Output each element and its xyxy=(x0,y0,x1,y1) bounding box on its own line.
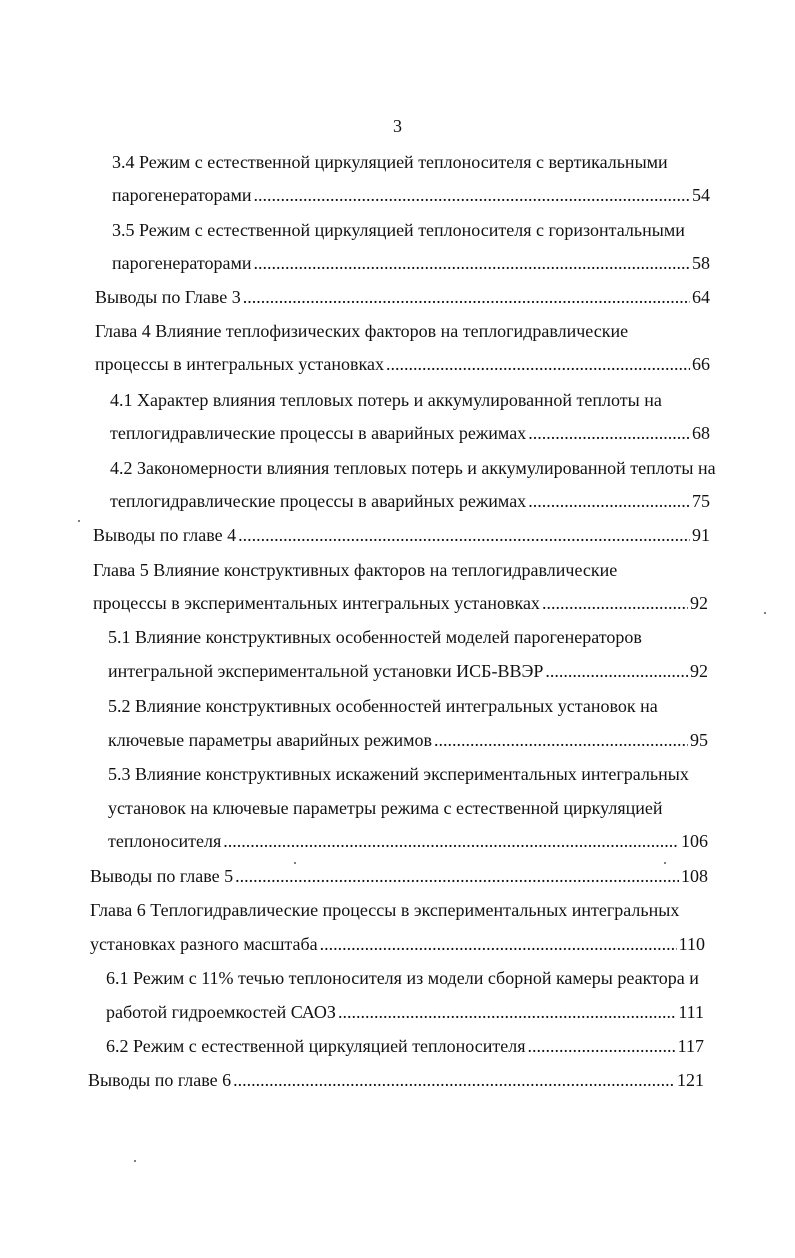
toc-entry-text: теплогидравлические процессы в аварийных режимах xyxy=(110,491,527,511)
toc-entry-chapter-4-line2 xyxy=(95,352,710,376)
dot-leader xyxy=(545,659,688,683)
dot-leader xyxy=(235,864,679,888)
toc-entry-conclusions-5 xyxy=(90,864,708,888)
toc-entry-text: работой гидроемкостей САОЗ xyxy=(106,1002,336,1022)
toc-entry-text: Выводы по Главе 3 xyxy=(95,287,241,307)
toc-entry-5-3-line3 xyxy=(108,829,708,853)
toc-entry-4-2-line1: 4.2 Закономерности влияния тепловых потерь и аккумулированной теплоты на xyxy=(110,458,716,478)
toc-page-number: 106 xyxy=(681,831,708,851)
toc-entry-3-4-line1: 3.4 Режим с естественной циркуляцией теплоносителя с вертикальными xyxy=(112,152,668,172)
toc-page-number: 111 xyxy=(678,1002,704,1022)
toc-entry-6-1-line2 xyxy=(106,1000,704,1024)
toc-page-number: 110 xyxy=(678,934,705,954)
toc-page-number: 108 xyxy=(681,866,708,886)
dot-leader xyxy=(238,523,690,547)
dot-leader xyxy=(528,421,690,445)
scan-speck xyxy=(294,862,296,864)
toc-entry-conclusions-4 xyxy=(93,523,710,547)
dot-leader xyxy=(320,932,677,956)
dot-leader xyxy=(386,352,690,376)
toc-entry-3-5-line2 xyxy=(112,251,710,275)
toc-entry-text: интегральной экспериментальной установки ИСБ-ВВЭР xyxy=(108,661,544,681)
scan-speck xyxy=(764,612,766,614)
toc-entry-text: процессы в интегральных установках xyxy=(95,354,385,374)
toc-page-number: 92 xyxy=(690,593,708,613)
toc-page-number: 68 xyxy=(692,423,710,443)
dot-leader xyxy=(223,829,679,853)
dot-leader xyxy=(434,728,688,752)
dot-leader xyxy=(542,591,688,615)
scan-speck xyxy=(78,520,80,522)
toc-entry-chapter-6-line1: Глава 6 Теплогидравлические процессы в экспериментальных интегральных xyxy=(90,900,680,920)
toc-entry-text: Выводы по главе 6 xyxy=(88,1070,232,1090)
scan-speck xyxy=(134,1160,136,1162)
toc-entry-chapter-5-line2 xyxy=(93,591,708,615)
toc-entry-3-5-line1: 3.5 Режим с естественной циркуляцией теплоносителя с горизонтальными xyxy=(112,220,685,240)
toc-entry-4-1-line2 xyxy=(110,421,710,445)
toc-entry-text: Выводы по главе 5 xyxy=(90,866,234,886)
scan-speck xyxy=(664,862,666,864)
toc-entry-text: теплоносителя xyxy=(108,831,222,851)
toc-page-number: 117 xyxy=(677,1036,704,1056)
toc-entry-5-3-line1: 5.3 Влияние конструктивных искажений экспериментальных интегральных xyxy=(108,764,689,784)
toc-entry-text: процессы в экспериментальных интегральных установках xyxy=(93,593,540,613)
dot-leader xyxy=(338,1000,676,1024)
toc-page-number: 64 xyxy=(692,287,710,307)
toc-entry-5-2-line2 xyxy=(108,728,708,752)
toc-entry-4-2-line2 xyxy=(110,489,710,513)
page-number: 3 xyxy=(393,116,402,136)
toc-page-number: 95 xyxy=(690,730,708,750)
toc-entry-4-1-line1: 4.1 Характер влияния тепловых потерь и аккумулированной теплоты на xyxy=(110,390,662,410)
dot-leader xyxy=(254,183,690,207)
toc-entry-chapter-5-line1: Глава 5 Влияние конструктивных факторов на теплогидравлические xyxy=(93,560,618,580)
toc-entry-chapter-6-line2 xyxy=(90,932,705,956)
toc-entry-5-3-line2: установок на ключевые параметры режима с естественной циркуляцией xyxy=(108,798,663,818)
toc-entry-conclusions-6 xyxy=(88,1068,704,1092)
toc-entry-text: парогенераторами xyxy=(112,185,252,205)
toc-entry-5-2-line1: 5.2 Влияние конструктивных особенностей интегральных установок на xyxy=(108,696,658,716)
toc-entry-5-1-line1: 5.1 Влияние конструктивных особенностей моделей парогенераторов xyxy=(108,627,642,647)
toc-entry-chapter-4-line1: Глава 4 Влияние теплофизических факторов на теплогидравлические xyxy=(95,321,629,341)
toc-entry-text: парогенераторами xyxy=(112,253,252,273)
toc-entry-text: 6.2 Режим с естественной циркуляцией теплоносителя xyxy=(106,1036,526,1056)
dot-leader xyxy=(527,1034,675,1058)
toc-entry-6-2 xyxy=(106,1034,704,1058)
dot-leader xyxy=(233,1068,675,1092)
toc-page-number: 75 xyxy=(692,491,710,511)
toc-entry-text: ключевые параметры аварийных режимов xyxy=(108,730,432,750)
toc-entry-5-1-line2 xyxy=(108,659,708,683)
toc-page-number: 121 xyxy=(677,1070,704,1090)
toc-page-number: 54 xyxy=(692,185,710,205)
toc-entry-text: установках разного масштаба xyxy=(90,934,318,954)
dot-leader xyxy=(528,489,690,513)
toc-entry-6-1-line1: 6.1 Режим с 11% течью теплоносителя из модели сборной камеры реактора и xyxy=(106,968,699,988)
toc-entry-3-4-line2 xyxy=(112,183,710,207)
dot-leader xyxy=(254,251,690,275)
toc-page-number: 66 xyxy=(692,354,710,374)
toc-page-number: 58 xyxy=(692,253,710,273)
toc-entry-text: теплогидравлические процессы в аварийных режимах xyxy=(110,423,527,443)
toc-entry-conclusions-3 xyxy=(95,285,710,309)
dot-leader xyxy=(243,285,690,309)
toc-entry-text: Выводы по главе 4 xyxy=(93,525,237,545)
toc-page-number: 91 xyxy=(692,525,710,545)
toc-page-number: 92 xyxy=(690,661,708,681)
